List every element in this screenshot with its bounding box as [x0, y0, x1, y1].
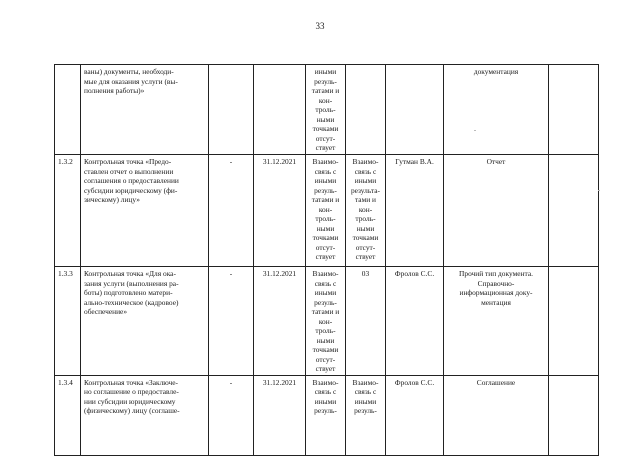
- cell-interconnection: [306, 267, 346, 376]
- text-line: кон-: [318, 316, 333, 326]
- cell-number: 1.3.4: [55, 375, 81, 455]
- cell-date: 31.12.2021: [254, 375, 306, 455]
- text-line: точками: [312, 345, 339, 354]
- text-line: Справочно-: [477, 278, 515, 288]
- text-line: обеспечение»: [84, 307, 128, 316]
- text-line: ными: [356, 223, 375, 233]
- text-line: 03: [361, 269, 370, 278]
- text-line: иными: [314, 288, 337, 297]
- text-line: ными: [316, 114, 335, 124]
- text-line: троль-: [315, 326, 336, 335]
- text-line: кон-: [318, 204, 333, 214]
- cell-number: 1.3.3: [55, 267, 81, 376]
- scan-speck: [598, 190, 600, 191]
- text-line: татами и: [311, 195, 340, 204]
- cell-interconnection: [306, 65, 346, 155]
- text-line: ными: [316, 223, 335, 233]
- text-line: ствует: [315, 252, 336, 261]
- text-line: иными: [314, 176, 337, 185]
- text-line: резуль-: [354, 406, 377, 415]
- page-number: 33: [315, 21, 325, 31]
- text-line: тами и: [354, 195, 377, 204]
- text-line: ментация: [481, 297, 511, 307]
- text-line: Взаимо-: [352, 377, 379, 387]
- text-line: резуль-: [314, 406, 337, 415]
- text-line: мые для оказания услуги (вы-: [84, 76, 178, 86]
- text-line: кон-: [358, 204, 373, 214]
- table-row: [55, 155, 599, 267]
- cell-interconnection: [306, 375, 346, 455]
- text-line: связь с: [354, 387, 377, 396]
- text-line: иными: [354, 176, 377, 185]
- text-line: субсидии юридическому (фи-: [84, 185, 178, 195]
- text-line: иными: [314, 396, 337, 406]
- cell-extra: [549, 65, 599, 155]
- cell-interconnection: [306, 155, 346, 267]
- text-line: ально-техническое (кадровое): [84, 297, 179, 307]
- text-line: нии субсидии юридическому: [84, 396, 176, 406]
- text-line: полнения работы)»: [84, 86, 145, 95]
- table-row: [55, 65, 599, 155]
- text-line: Соглашение: [476, 377, 516, 387]
- cell-responsible: [386, 65, 444, 155]
- cell-dash: [209, 65, 254, 155]
- text-line: татами и: [311, 307, 340, 316]
- control-points-table: [54, 64, 599, 456]
- text-line: иными: [314, 67, 337, 76]
- cell-document-type: [444, 267, 549, 376]
- cell-interconnection-2: [346, 375, 386, 455]
- cell-responsible: Гутман В.А.: [386, 155, 444, 267]
- cell-extra: [549, 267, 599, 376]
- cell-interconnection-2: [346, 155, 386, 267]
- cell-responsible: Фролов С.С.: [386, 375, 444, 455]
- text-line: троль-: [315, 214, 336, 223]
- text-line: ствует: [315, 364, 336, 373]
- text-line: ствует: [355, 252, 376, 261]
- text-line: информационная доку-: [459, 288, 533, 297]
- cell-document-type: [444, 155, 549, 267]
- cell-interconnection-2: [346, 267, 386, 376]
- text-line: Контрольная точка «Предо-: [84, 157, 172, 166]
- cell-number: [55, 65, 81, 155]
- cell-document-type: [444, 375, 549, 455]
- cell-interconnection-2: [346, 65, 386, 155]
- text-line: боты) подготовлено матери-: [84, 288, 173, 297]
- text-line: резуль-: [314, 76, 337, 86]
- text-line: отсут-: [355, 242, 376, 252]
- text-line: Взаимо-: [312, 269, 339, 278]
- cell-number: 1.3.2: [55, 155, 81, 267]
- text-line: ствует: [315, 143, 336, 152]
- cell-description: [81, 155, 209, 267]
- text-line: Взаимо-: [352, 157, 379, 166]
- text-line: точками: [312, 233, 339, 242]
- cell-document-type: [444, 65, 549, 155]
- text-line: резуль-: [314, 185, 337, 195]
- text-line: ваны) документы, необходи-: [84, 67, 174, 76]
- text-line: Взаимо-: [312, 377, 339, 387]
- text-line: Контрольная точка «Для ока-: [84, 269, 176, 278]
- text-line: татами и: [311, 86, 340, 95]
- cell-description: [81, 65, 209, 155]
- text-line: точками: [312, 124, 339, 133]
- scan-speck: [474, 130, 476, 131]
- text-line: резуль-: [314, 297, 337, 307]
- text-line: Взаимо-: [312, 157, 339, 166]
- text-line: (физическому) лицу (соглаше-: [84, 406, 180, 415]
- text-line: связь с: [314, 278, 337, 288]
- text-line: троль-: [355, 214, 376, 223]
- text-line: Прочий тип документа.: [459, 269, 533, 278]
- cell-dash: -: [209, 267, 254, 376]
- text-line: зическому) лицу»: [84, 195, 140, 204]
- cell-dash: -: [209, 375, 254, 455]
- cell-responsible: Фролов С.С.: [386, 267, 444, 376]
- text-line: но соглашение о предоставле-: [84, 387, 179, 396]
- cell-description: [81, 267, 209, 376]
- text-line: троль-: [315, 105, 336, 114]
- cell-date: [254, 65, 306, 155]
- text-line: связь с: [354, 166, 377, 176]
- text-line: отсут-: [315, 242, 336, 252]
- text-line: ставлен отчет о выполнении: [84, 166, 174, 176]
- text-line: отсут-: [315, 133, 336, 143]
- text-line: результа-: [350, 185, 381, 195]
- text-line: связь с: [314, 387, 337, 396]
- cell-extra: [549, 155, 599, 267]
- cell-dash: -: [209, 155, 254, 267]
- table-row: [55, 267, 599, 376]
- cell-extra: [549, 375, 599, 455]
- text-line: кон-: [318, 95, 333, 105]
- text-line: иными: [354, 396, 377, 406]
- text-line: документация: [473, 67, 519, 76]
- cell-date: 31.12.2021: [254, 155, 306, 267]
- text-line: Контрольная точка «Заключе-: [84, 377, 178, 387]
- text-line: отсут-: [315, 354, 336, 364]
- text-line: Отчет: [486, 157, 506, 166]
- text-line: зания услуги (выполнения ра-: [84, 278, 179, 288]
- text-line: ными: [316, 335, 335, 345]
- cell-description: [81, 375, 209, 455]
- text-line: соглашения о предоставлении: [84, 176, 179, 185]
- cell-date: 31.12.2021: [254, 267, 306, 376]
- table-row: [55, 375, 599, 455]
- text-line: связь с: [314, 166, 337, 176]
- text-line: точками: [352, 233, 379, 242]
